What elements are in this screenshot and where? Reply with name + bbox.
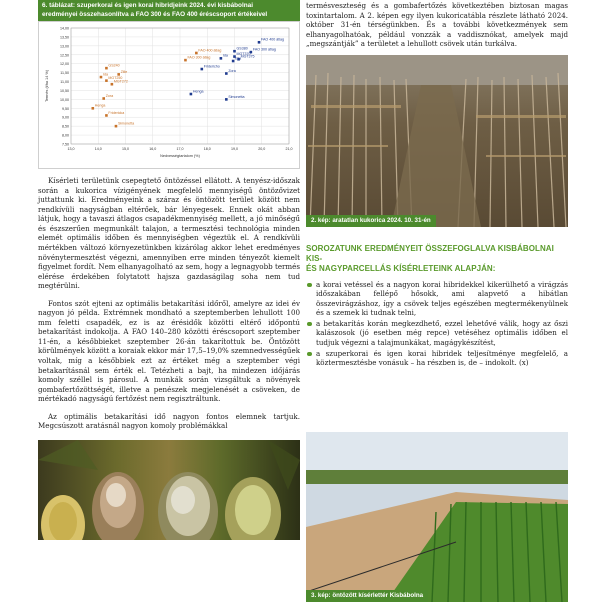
x-tick-label: 17,0 bbox=[176, 147, 184, 152]
x-tick-label: 21,0 bbox=[285, 147, 293, 152]
cobs-illustration bbox=[38, 440, 300, 540]
mouldy-cobs-photo bbox=[38, 440, 300, 540]
data-point bbox=[102, 97, 105, 100]
data-point bbox=[258, 41, 261, 44]
y-tick-label: 14,00 bbox=[60, 26, 69, 31]
summary-list bbox=[306, 280, 568, 368]
data-point bbox=[184, 59, 187, 62]
table-caption-line-2: eredményei összehasonlítva a FAO 300 és FAO 400 éréscsoport értékeivel bbox=[42, 10, 268, 18]
data-point bbox=[225, 72, 228, 75]
data-point-label: Ida bbox=[102, 72, 108, 77]
data-point bbox=[100, 76, 103, 79]
data-point-label: MGT370 bbox=[236, 52, 251, 57]
y-tick-label: 11,00 bbox=[60, 80, 69, 85]
data-point-label: FAO 400 átlag bbox=[198, 48, 222, 53]
table-caption-line-1: 6. táblázat: szuperkorai és igen korai hibridjeink 2024. évi kisbábolnai bbox=[42, 2, 253, 9]
paragraph-harvest-importance: Az optimális betakarítási idő nagyon fontos elemnek tartjuk. Megcsúszott aratásnál nagyon komoly problémákkal bbox=[38, 411, 300, 431]
y-axis-label: Termés (t/ha 14 %) bbox=[45, 70, 49, 103]
data-point bbox=[201, 68, 204, 71]
right-column bbox=[306, 0, 568, 599]
data-point-label: FAO 400 átlag bbox=[261, 37, 285, 42]
data-point bbox=[105, 114, 108, 117]
data-point bbox=[111, 83, 114, 86]
irrigated-field-photo bbox=[306, 432, 568, 602]
y-tick-label: 10,50 bbox=[60, 89, 69, 94]
data-point-label: Ida bbox=[222, 53, 228, 58]
data-point-label: Zille bbox=[120, 69, 128, 74]
x-tick-label: 16,0 bbox=[149, 147, 157, 152]
scatter-chart-box bbox=[38, 21, 300, 169]
data-point-label: Fridericho bbox=[203, 64, 220, 69]
data-point-label: FAO 300 átlag bbox=[252, 47, 276, 52]
data-point bbox=[92, 107, 95, 110]
data-point-label: GS240 bbox=[108, 63, 120, 68]
y-tick-label: 7,50 bbox=[62, 142, 69, 147]
y-tick-label: 11,50 bbox=[60, 71, 69, 76]
y-tick-label: 12,00 bbox=[60, 62, 69, 67]
data-point bbox=[195, 52, 198, 55]
summary-heading-line-1: SOROZATUNK EREDMÉNYEIT ÖSSZEFOGLALVA KISBÁBOLNAI KIS- bbox=[306, 243, 554, 263]
bullet-dot-icon bbox=[307, 352, 312, 357]
list-item: a betakarítás korán megkezdhető, ezzel lehetővé válik, hogy az őszi kalászosok (jó esetben még repce) vetéséhez optimális időben el tudjuk végezni a talajmunkákat, magágykészítést, bbox=[306, 319, 568, 348]
data-point bbox=[115, 125, 118, 128]
data-point bbox=[105, 80, 108, 83]
photo-caption-3: 3. kép: öntözött kísérlettér Kisbábolna bbox=[306, 590, 428, 602]
data-point-label: Henga bbox=[192, 89, 204, 94]
x-tick-label: 19,0 bbox=[231, 147, 238, 152]
bullet-dot-icon bbox=[307, 322, 312, 327]
y-tick-label: 10,00 bbox=[60, 98, 69, 103]
data-point-label: MGT272 bbox=[113, 79, 128, 84]
data-point-label: MGT250 bbox=[108, 76, 123, 81]
x-tick-label: 13,0 bbox=[67, 147, 75, 152]
x-tick-label: 20,0 bbox=[258, 147, 266, 152]
data-point-label: Fridericka bbox=[108, 111, 125, 116]
data-point-label: Zora bbox=[228, 69, 236, 74]
data-point bbox=[220, 57, 223, 60]
paragraph-irrigation: Kísérleti területünk csepegtető öntözéssel ellátott. A tenyész-időszak során a kukorica vízigényének megfelelő mennyiségű öntözővizet juttattunk ki. Eredményeink a száraz és öntözött terület között nem rendkívüli nagyságban eltérőek, bár lényegesek. Ennek okát abban látjuk, hogy a tavaszi átlagos csapadékmennyiség mellett, a jó minőségű és észszerűen megmunkált talajon, a termesztési technológia minden elemét optimális időben és mennyiségben végeztük el. A rendkívüli mértékben változó környezetünkben kizárólag akkor lehet eredményes növénytermesztést végezni, amennyiben erre minden tényezőt kiemelt figyelmet fordít. Nem elhanyagolható az sem, hogy a legnagyobb termés elérése érdekében folytatott hajsza gazdaságilag soha nem tud megtérülni. bbox=[38, 176, 300, 291]
data-point-label: MGT375 bbox=[240, 54, 255, 59]
data-point-label: FAO 300 átlag bbox=[187, 55, 211, 60]
y-tick-label: 9,00 bbox=[62, 115, 69, 120]
data-point bbox=[190, 93, 193, 96]
list-item: a szuperkorai és igen korai hibridek teljesítménye megfelelő, a köztermesztésbe vonásuk – ha részben is, de – indokolt. (x) bbox=[306, 349, 568, 368]
data-point bbox=[105, 67, 108, 70]
y-tick-label: 13,00 bbox=[60, 44, 69, 49]
data-point-label: Zora bbox=[105, 94, 114, 99]
data-point-label: GS380 bbox=[236, 46, 248, 51]
paragraph-consequences: termésveszteség és a gombafertőzés következtében biztosan magas toxintartalom. A 2. képen egy ilyen kukoricatábla részlete látható 2024. október 31-én térségünkben. És a további következmények sem elhanyagolhatóak, például vonzzák a vaddisznókat, amelyek majd „megszántják” a területet a lehullott csövek után turkálva. bbox=[306, 1, 568, 49]
y-tick-label: 12,50 bbox=[60, 53, 69, 58]
scatter-chart bbox=[39, 22, 299, 164]
y-tick-label: 13,50 bbox=[60, 35, 69, 40]
y-tick-label: 8,00 bbox=[62, 133, 69, 138]
data-point bbox=[232, 60, 235, 63]
photo-caption-2: 2. kép: aratatlan kukorica 2024. 10. 31-én bbox=[306, 215, 436, 227]
y-tick-label: 8,50 bbox=[62, 124, 69, 129]
data-point-label: Henga bbox=[94, 103, 106, 108]
x-tick-label: 18,0 bbox=[203, 147, 211, 152]
data-point bbox=[233, 50, 236, 53]
x-tick-label: 15,0 bbox=[122, 147, 129, 152]
x-axis-label: Nedvességtartalom (%) bbox=[160, 154, 200, 159]
summary-heading-line-2: ÉS NAGYPARCELLÁS KÍSÉRLETEINK ALAPJÁN: bbox=[306, 263, 496, 273]
green-maize-field-illustration bbox=[306, 432, 568, 602]
y-tick-label: 9,50 bbox=[62, 106, 69, 111]
bullet-dot-icon bbox=[307, 283, 312, 288]
left-column bbox=[38, 0, 300, 540]
data-point-label: Simonetta bbox=[117, 121, 135, 126]
summary-heading bbox=[306, 244, 568, 274]
x-tick-label: 14,0 bbox=[94, 147, 102, 152]
list-item: a korai vetéssel és a nagyon korai hibridekkel kikerülhető a virágzás időszakában fellépő hősokk, ami alapvető a hibátlan összevirágzáshoz, így a csövek teljes egészében megtermékenyülnek és a szemek ki tudnak telni, bbox=[306, 280, 568, 318]
unharvested-maize-photo bbox=[306, 55, 568, 227]
dry-maize-field-illustration bbox=[306, 55, 568, 227]
data-point-label: Simonetta bbox=[228, 94, 245, 99]
data-point-label: Ella bbox=[235, 56, 242, 61]
data-point bbox=[225, 98, 228, 101]
paragraph-harvest-time: Fontos szót ejteni az optimális betakarítási időről, amelyre az idei év nagyon jó példa. Extrémnek mondható a szeptemberben lehullott 100 mm feletti csapadék, ez is az érésidők közötti eltérő időpontú betakarítást indokolja. A FAO 140–280 közötti éréscsoport szeptember 11-én, a későbbieket szeptember 26-án takarítottuk be. Öntözött körülmények között a koraiak ekkor már 17,5–19,0% szemnedvességűek voltak, míg a későbbiek ezt az értéket még a szeptember végi betakarításnál sem érték el. Tetézheti a bajt, ha mindezen időjárás komoly széllel is párosul. A munkák során vizsgáltuk a növények gombafertőzöttségét, illetve a penészek megjelenését a csöveken, de mértékadó nagyságú fertőzést nem regisztráltunk. bbox=[38, 298, 300, 404]
table-caption bbox=[38, 0, 300, 21]
